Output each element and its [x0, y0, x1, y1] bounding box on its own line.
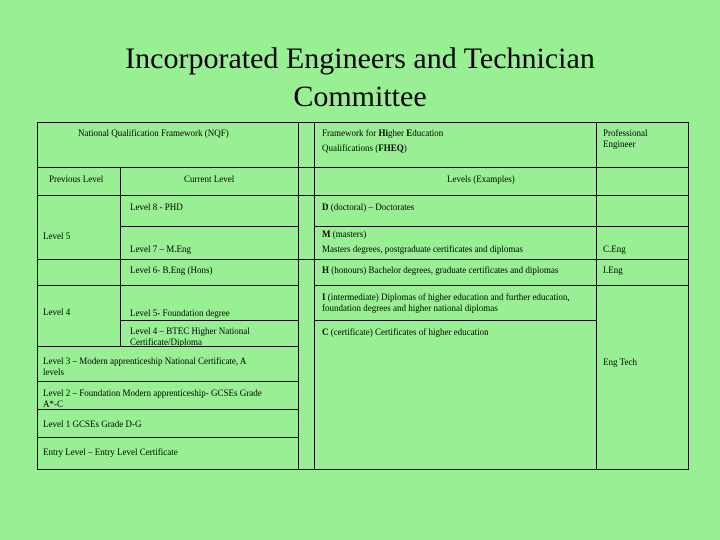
grid-line — [298, 123, 299, 469]
current-level-header: Current Level — [184, 174, 235, 184]
grid-line — [38, 195, 688, 196]
fheq-doctoral: D (doctoral) – Doctorates — [322, 202, 415, 212]
nqf-header: National Qualification Framework (NQF) — [78, 128, 229, 138]
current-level-4: Level 4 – BTEC Higher National Certificate/Diploma — [130, 326, 250, 347]
grid-line — [314, 285, 688, 286]
fheq-intermediate: I (intermediate) Diplomas of higher education and further education, foundation degrees and higher national diplomas — [322, 292, 570, 313]
engtech-label: Eng Tech — [603, 357, 637, 367]
grid-line — [120, 320, 298, 321]
page-title — [0, 40, 720, 116]
current-level-7: Level 7 – M.Eng — [130, 244, 191, 254]
fheq-honours: H (honours) Bachelor degrees, graduate certificates and diplomas — [322, 265, 559, 275]
title-line-1: Incorporated Engineers and Technician — [125, 42, 595, 75]
grid-line — [38, 259, 688, 260]
grid-line — [120, 226, 298, 227]
level-3-row: Level 3 – Modern apprenticeship National Certificate, A levels — [43, 356, 247, 377]
qualification-table — [37, 122, 689, 470]
ceng-label: C.Eng — [603, 244, 626, 254]
grid-line — [314, 226, 688, 227]
level-2-row: Level 2 – Foundation Modern apprenticeship- GCSEs Grade A*-C — [43, 388, 262, 409]
grid-line — [38, 381, 298, 382]
level-1-row: Level 1 GCSEs Grade D-G — [43, 419, 142, 429]
grid-line — [314, 123, 315, 469]
previous-level-4: Level 4 — [43, 307, 71, 317]
current-level-5: Level 5- Foundation degree — [130, 308, 230, 318]
grid-line — [596, 123, 597, 469]
grid-line — [38, 437, 298, 438]
fheq-masters: M (masters) Masters degrees, postgraduate certificates and diplomas — [322, 229, 523, 254]
previous-level-header: Previous Level — [49, 174, 104, 184]
ieng-label: I.Eng — [603, 265, 623, 275]
grid-line — [38, 469, 688, 470]
current-level-6: Level 6- B.Eng (Hons) — [130, 265, 213, 275]
grid-line — [38, 167, 688, 168]
fheq-header: Framework for Higher Education Qualifications (FHEQ) — [322, 128, 444, 153]
levels-examples-header: Levels (Examples) — [447, 174, 515, 184]
grid-line — [38, 285, 298, 286]
grid-line — [314, 320, 596, 321]
current-level-8: Level 8 - PHD — [130, 202, 183, 212]
previous-level-5: Level 5 — [43, 231, 71, 241]
title-line-2: Committee — [293, 80, 427, 113]
entry-level-row: Entry Level – Entry Level Certificate — [43, 447, 178, 457]
fheq-certificate: C (certificate) Certificates of higher education — [322, 327, 489, 337]
professional-engineer-header: Professional Engineer — [603, 128, 648, 149]
